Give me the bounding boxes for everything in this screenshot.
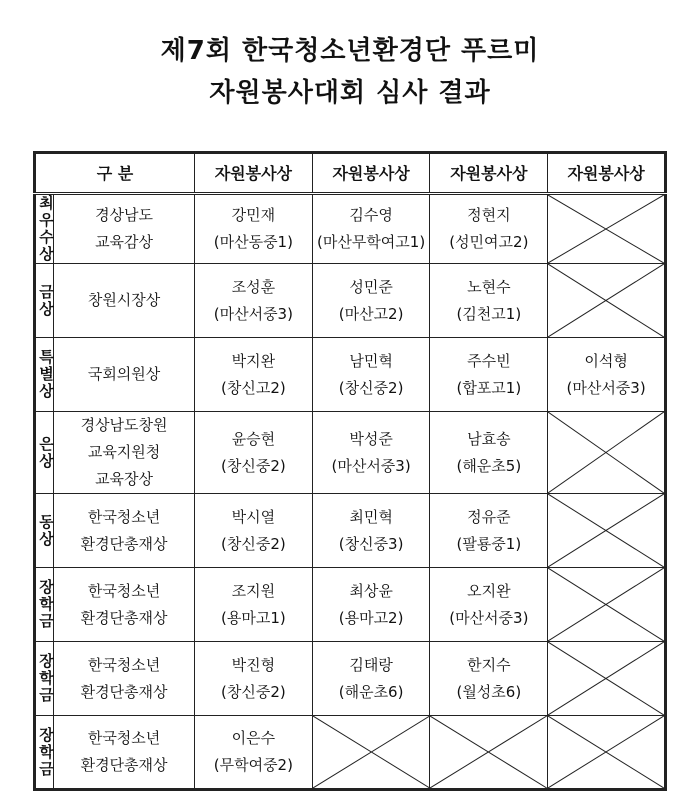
header-column: 자원봉사상	[195, 153, 313, 194]
table-row	[35, 338, 666, 412]
award-organization-line: 한국청소년	[87, 729, 161, 747]
header-column: 자원봉사상	[548, 153, 666, 194]
award-category-cell	[35, 412, 54, 494]
winner-school: (해운초6)	[338, 682, 404, 701]
winner-name: 정현지	[467, 206, 511, 224]
award-organization-line: 환경단총재상	[80, 682, 168, 701]
header-row	[35, 153, 666, 194]
award-category: 동상	[37, 513, 55, 548]
empty-cell	[430, 716, 548, 790]
award-organization-line: 교육지원청	[87, 443, 161, 461]
winner-name: 박진형	[231, 655, 276, 674]
empty-cell	[548, 194, 666, 264]
winner-school: (합포고1)	[456, 378, 522, 397]
empty-cell	[312, 716, 430, 790]
winner-name: 윤승현	[231, 429, 276, 448]
award-category-cell	[35, 716, 54, 790]
award-category: 은상	[37, 435, 55, 470]
award-category-cell	[35, 194, 54, 264]
winner-name: 남효송	[467, 429, 511, 448]
winner-name: 한지수	[467, 655, 511, 674]
winner-name: 이은수	[231, 729, 276, 747]
winner-name: 박성준	[349, 429, 393, 448]
empty-cell	[548, 716, 666, 790]
winner-school: (창신중2)	[221, 456, 286, 475]
winner-cell	[548, 338, 666, 412]
award-organization-line: 국회의원상	[87, 365, 161, 383]
award-category: 장학금	[37, 579, 55, 630]
table-row	[35, 494, 666, 568]
empty-cell	[548, 412, 666, 494]
award-category: 최우수상	[37, 195, 55, 263]
award-category-cell	[35, 568, 54, 642]
empty-cross-icon	[313, 716, 430, 788]
empty-cross-icon	[430, 716, 547, 788]
award-organization-line: 교육장상	[95, 470, 154, 488]
winner-school: (월성초6)	[456, 682, 522, 701]
winner-school: (무학여중2)	[213, 756, 293, 774]
header-column: 자원봉사상	[312, 153, 430, 194]
winner-name: 박시열	[231, 507, 276, 526]
winner-cell	[430, 338, 548, 412]
winner-name: 정유준	[467, 507, 511, 526]
table-row	[35, 716, 666, 790]
table-row	[35, 642, 666, 716]
winner-name: 김수영	[349, 206, 393, 224]
winner-cell	[312, 264, 430, 338]
winner-name: 최민혁	[349, 507, 393, 526]
award-category: 특별상	[37, 349, 55, 400]
winner-name: 노현수	[467, 277, 511, 296]
winner-cell	[195, 338, 313, 412]
results-body	[35, 194, 666, 790]
winner-cell	[195, 412, 313, 494]
winner-school: (창신고2)	[221, 378, 286, 397]
winner-cell	[312, 194, 430, 264]
winner-cell	[195, 716, 313, 790]
winner-cell	[195, 642, 313, 716]
winner-school: (창신중2)	[338, 378, 404, 397]
winner-cell	[430, 494, 548, 568]
award-organization-cell	[54, 494, 195, 568]
empty-cross-icon	[548, 568, 664, 641]
winner-cell	[312, 338, 430, 412]
winner-cell	[312, 568, 430, 642]
winner-name: 이석형	[584, 351, 628, 370]
winner-cell	[312, 412, 430, 494]
winner-cell	[430, 568, 548, 642]
award-organization-cell	[54, 642, 195, 716]
award-organization-line: 교육감상	[95, 233, 154, 251]
header-category: 구 분	[35, 153, 195, 194]
winner-name: 최상윤	[349, 581, 393, 600]
winner-cell	[195, 494, 313, 568]
winner-school: (용마고2)	[338, 608, 404, 627]
empty-cell	[548, 568, 666, 642]
table-row	[35, 568, 666, 642]
table-row	[35, 264, 666, 338]
award-organization-cell	[54, 338, 195, 412]
winner-cell	[195, 264, 313, 338]
table-row	[35, 412, 666, 494]
winner-school: (김천고1)	[456, 304, 522, 323]
award-organization-cell	[54, 716, 195, 790]
award-category-cell	[35, 264, 54, 338]
award-organization-cell	[54, 412, 195, 494]
winner-school: (창신중2)	[221, 534, 286, 553]
award-organization-line: 환경단총재상	[80, 756, 168, 774]
winner-school: (마산서중3)	[213, 304, 293, 323]
results-table	[33, 151, 667, 791]
winner-name: 강민재	[231, 206, 276, 224]
winner-name: 조지원	[231, 581, 276, 600]
winner-school: (마산서중3)	[449, 608, 529, 627]
award-organization-line: 경상남도	[95, 206, 154, 224]
award-organization-line: 창원시장상	[87, 291, 161, 309]
winner-school: (마산무학여고1)	[317, 233, 426, 251]
winner-name: 오지완	[467, 581, 511, 600]
award-organization-cell	[54, 568, 195, 642]
award-organization-line: 환경단총재상	[80, 534, 168, 553]
winner-name: 남민혁	[349, 351, 393, 370]
award-category-cell	[35, 338, 54, 412]
winner-cell	[430, 412, 548, 494]
winner-name: 박지완	[231, 351, 276, 370]
table-row	[35, 194, 666, 264]
winner-school: (마산동중1)	[213, 233, 293, 251]
award-organization-line: 한국청소년	[87, 581, 161, 600]
empty-cell	[548, 494, 666, 568]
winner-name: 김태랑	[349, 655, 393, 674]
award-organization-line: 환경단총재상	[80, 608, 168, 627]
award-organization-line: 경상남도창원	[80, 416, 168, 434]
winner-name: 주수빈	[467, 351, 511, 370]
award-organization-line: 한국청소년	[87, 507, 161, 526]
award-category-cell	[35, 642, 54, 716]
winner-cell	[195, 568, 313, 642]
winner-school: (팔룡중1)	[456, 534, 522, 553]
winner-school: (해운초5)	[456, 456, 522, 475]
winner-school: (창신중2)	[221, 682, 286, 701]
winner-school: (창신중3)	[338, 534, 404, 553]
winner-name: 조성훈	[231, 277, 276, 296]
empty-cell	[548, 264, 666, 338]
empty-cross-icon	[548, 716, 664, 788]
award-category: 금상	[37, 283, 55, 318]
header-column: 자원봉사상	[430, 153, 548, 194]
empty-cross-icon	[548, 264, 664, 337]
winner-cell	[312, 642, 430, 716]
empty-cross-icon	[548, 412, 664, 493]
award-organization-cell	[54, 194, 195, 264]
award-category: 장학금	[37, 653, 55, 704]
award-organization-line: 한국청소년	[87, 655, 161, 674]
winner-school: (용마고1)	[221, 608, 286, 627]
winner-cell	[430, 264, 548, 338]
winner-school: (마산서중3)	[331, 456, 411, 475]
title-line-1: 제7회 한국청소년환경단 푸르미	[160, 36, 540, 66]
winner-cell	[312, 494, 430, 568]
empty-cross-icon	[548, 494, 664, 567]
winner-school: (마산고2)	[338, 304, 404, 323]
award-category: 장학금	[37, 726, 55, 778]
empty-cross-icon	[548, 642, 664, 715]
winner-school: (성민여고2)	[449, 233, 529, 251]
winner-cell	[195, 194, 313, 264]
winner-name: 성민준	[349, 277, 393, 296]
award-category-cell	[35, 494, 54, 568]
winner-school: (마산서중3)	[566, 378, 646, 397]
title-line-2: 자원봉사대회 심사 결과	[209, 78, 491, 108]
winner-cell	[430, 642, 548, 716]
winner-cell	[430, 194, 548, 264]
award-organization-cell	[54, 264, 195, 338]
empty-cross-icon	[548, 195, 664, 263]
empty-cell	[548, 642, 666, 716]
